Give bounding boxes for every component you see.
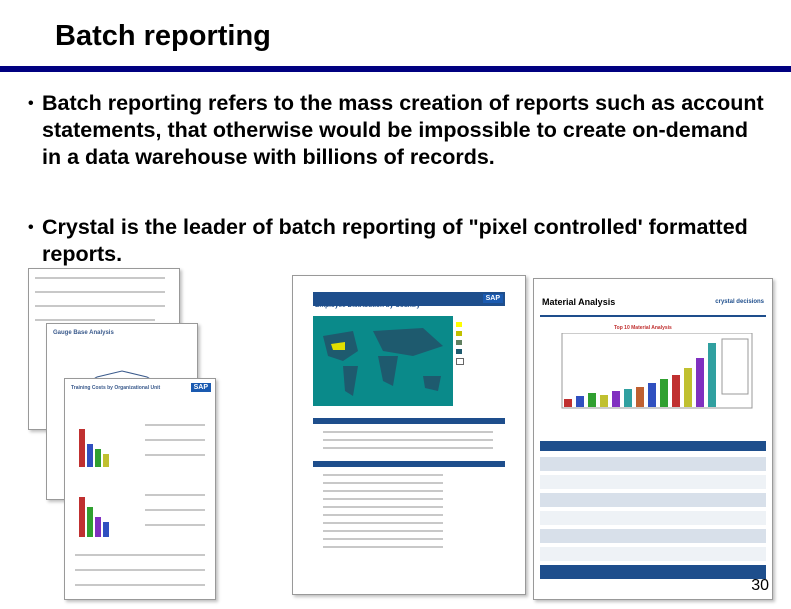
title-rule bbox=[0, 66, 791, 72]
crystal-decisions-logo: crystal decisions bbox=[715, 299, 764, 305]
chart-title: Top 10 Material Analysis bbox=[614, 325, 672, 331]
employee-distribution-report-image bbox=[292, 275, 526, 595]
material-analysis-report-image bbox=[533, 278, 773, 600]
report-title: Employee Distribution by Country bbox=[315, 302, 421, 309]
page-number: 30 bbox=[751, 577, 769, 594]
material-bar-chart bbox=[542, 333, 762, 423]
slide-title: Batch reporting bbox=[55, 20, 271, 52]
report-stack-image bbox=[28, 268, 278, 598]
bullet-marker: • bbox=[28, 219, 34, 236]
bullet-marker: • bbox=[28, 95, 34, 112]
bar-chart-thumbnail bbox=[75, 419, 135, 469]
bullet-item bbox=[28, 214, 768, 268]
report-thumbnail-title: Gauge Base Analysis bbox=[53, 330, 114, 336]
report-thumbnail-front bbox=[64, 378, 216, 600]
report-thumbnail-title: Training Costs by Organizational Unit bbox=[71, 385, 161, 391]
world-map bbox=[313, 316, 453, 406]
sap-logo: SAP bbox=[483, 294, 503, 303]
bullet-text: Crystal is the leader of batch reporting of "pixel controlled' formatted reports. bbox=[42, 215, 748, 266]
bullet-item bbox=[28, 90, 768, 171]
bullet-text: Batch reporting refers to the mass creation of reports such as account statements, that otherwise would be impossible to create on-demand in a data warehouse with billions of records. bbox=[42, 91, 764, 169]
bar-chart-thumbnail bbox=[75, 489, 135, 539]
report-title: Material Analysis bbox=[542, 297, 616, 307]
sap-logo: SAP bbox=[191, 383, 211, 392]
